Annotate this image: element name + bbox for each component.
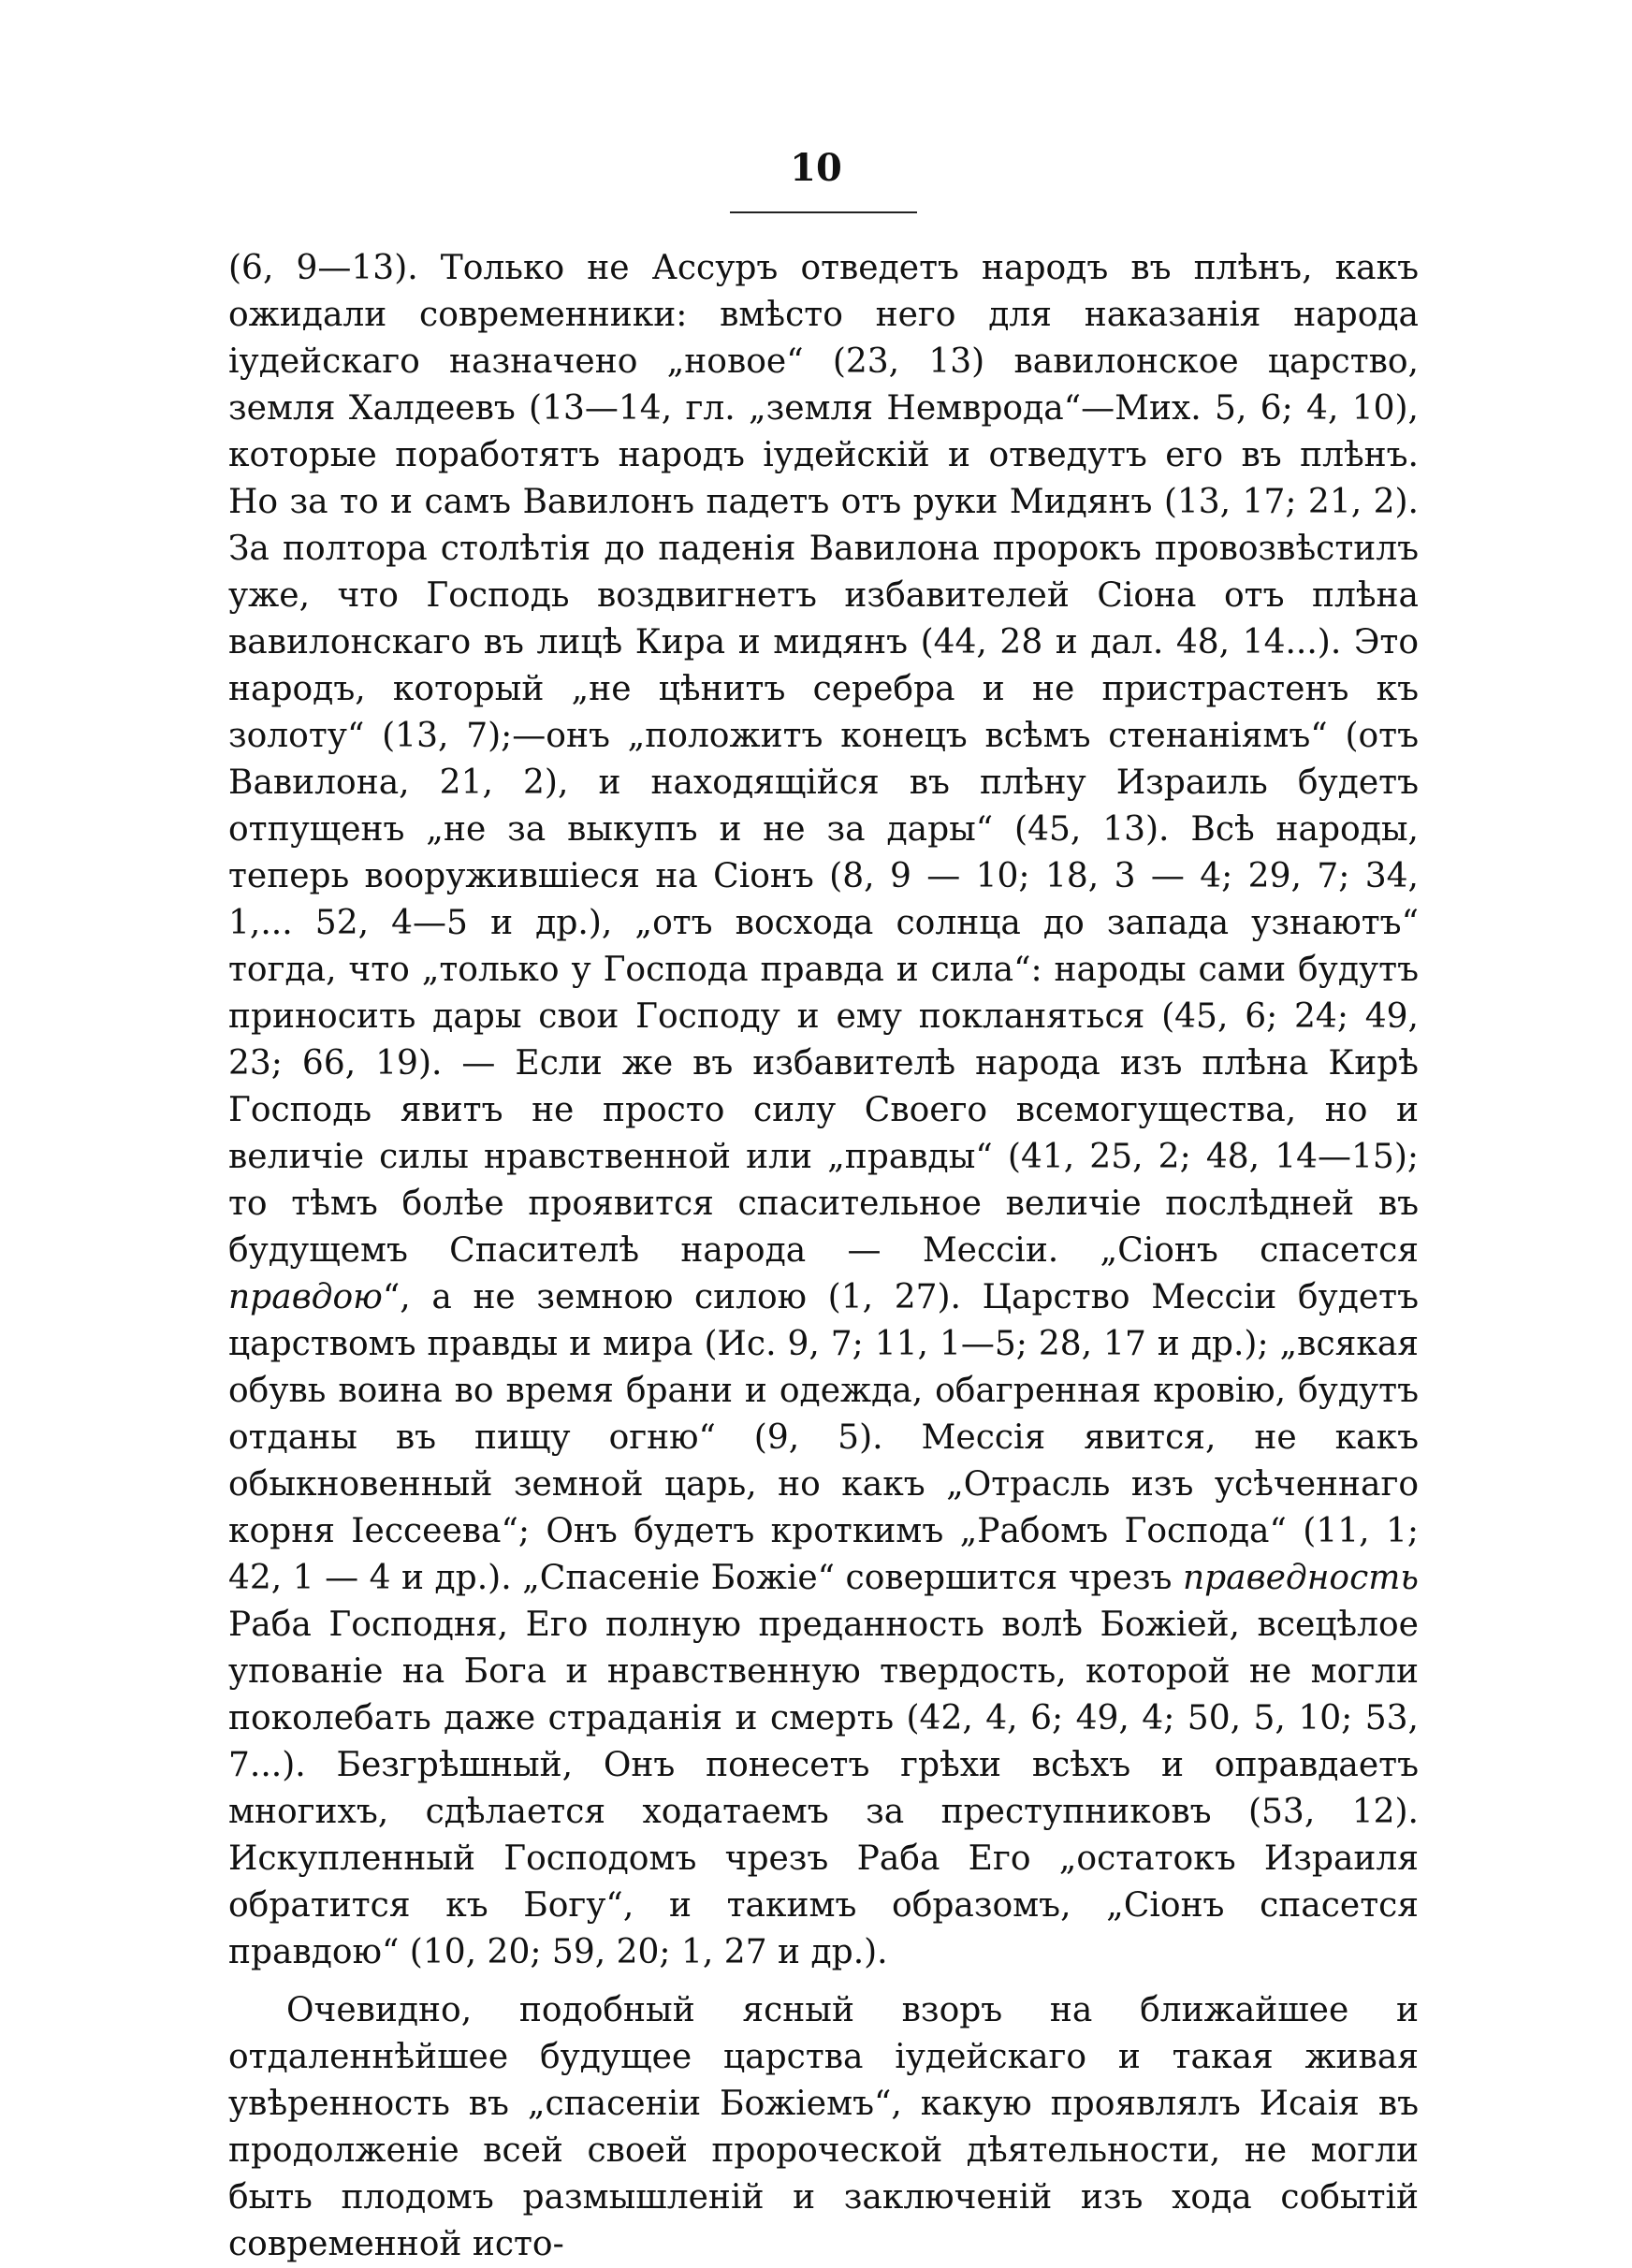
paragraph-1-part-1: (6, 9—13). Только не Ассуръ отведетъ народъ въ плѣнъ, какъ ожидали современники: вмѣсто него для наказанія народа іудейскаго назначено „новое“ (23, 13) вавилонское царство, земля Халдеевъ (13—14, гл. „земля Немврода“—Мих. 5, 6; 4, 10), которые поработятъ народъ іудейскій и отведутъ его въ плѣнъ. Но за то и самъ Вавилонъ падетъ отъ руки Мидянъ (13, 17; 21, 2). За полтора столѣтія до паденія Вавилона пророкъ провозвѣстилъ уже, что Господь воздвигнетъ избавителей Сіона отъ плѣна вавилонскаго въ лицѣ Кира и мидянъ (44, 28 и дал. 48, 14...). Это народъ, который „не цѣнитъ серебра и не пристрастенъ къ золоту“ (13, 7);—онъ „положитъ конецъ всѣмъ стенаніямъ“ (отъ Вавилона, 21, 2), и находящійся въ плѣну Израиль будетъ отпущенъ „не за выкупъ и не за дары“ (45, 13). Всѣ народы, теперь вооружившіеся на Сіонъ (8, 9 — 10; 18, 3 — 4; 29, 7; 34, 1,... 52, 4—5 и др.), „отъ восхода солнца до запада узнаютъ“ тогда, что „только у Господа правда и сила“: народы сами будутъ приносить дары свои Господу и ему покланяться (45, 6; 24; 49, 23; 66, 19). — Если же въ избавителѣ народа изъ плѣна Кирѣ Господь явитъ не просто силу Своего всемогущества, но и величіе силы нравственной или „правды“ (41, 25, 2; 48, 14—15); то тѣмъ болѣе проявится спасительное величіе послѣдней въ будущемъ Спасителѣ народа — Мессіи. „Сіонъ спасется [228,249,1419,1270]
page-number: 10 [790,146,842,190]
paragraph-1-part-3: Раба Господня, Его полную преданность волѣ Божіей, всецѣлое упованіе на Бога и нравственную твердость, которой не могли поколебать даже страданія и смерть (42, 4, 6; 49, 4; 50, 5, 10; 53, 7...). Безгрѣшный, Онъ понесетъ грѣхи всѣхъ и оправдаетъ многихъ, сдѣлается ходатаемъ за преступниковъ (53, 12). Искупленный Господомъ чрезъ Раба Его „остатокъ Израиля обратится къ Богу“, и такимъ образомъ, „Сіонъ спасется правдою“ (10, 20; 59, 20; 1, 27 и др.). [228,1606,1419,1971]
emphasis-pravednost: праведность [1182,1559,1419,1597]
header-rule [730,211,917,213]
paragraph-1-part-2: “, а не земною силою (1, 27). Царство Мессіи будетъ царствомъ правды и мира (Ис. 9, 7; 11, 1—5; 28, 17 и др.); „всякая обувь воина во время брани и одежда, обагренная кровію, будутъ отданы въ пищу огню“ (9, 5). Мессія явится, не какъ обыкновенный земной царь, но какъ „Отрасль изъ усѣченнаго корня Іессеева“; Онъ будетъ кроткимъ „Рабомъ Господа“ (11, 1; 42, 1 — 4 и др.). „Спасеніе Божіе“ совершится чрезъ [228,1278,1419,1597]
body-text [228,245,1419,2268]
paragraph-2: Очевидно, подобный ясный взоръ на ближайшее и отдаленнѣйшее будущее царства іудейскаго и такая живая увѣренность въ „спасеніи Божіемъ“, какую проявлялъ Исаія въ продолженіе всей своей пророческой дѣятельности, не могли быть плодомъ размышленій и заключеній изъ хода событій современной исто- [228,1991,1419,2263]
paragraph-1 [228,245,1419,1976]
emphasis-pravdoyu: правдою [228,1278,383,1316]
